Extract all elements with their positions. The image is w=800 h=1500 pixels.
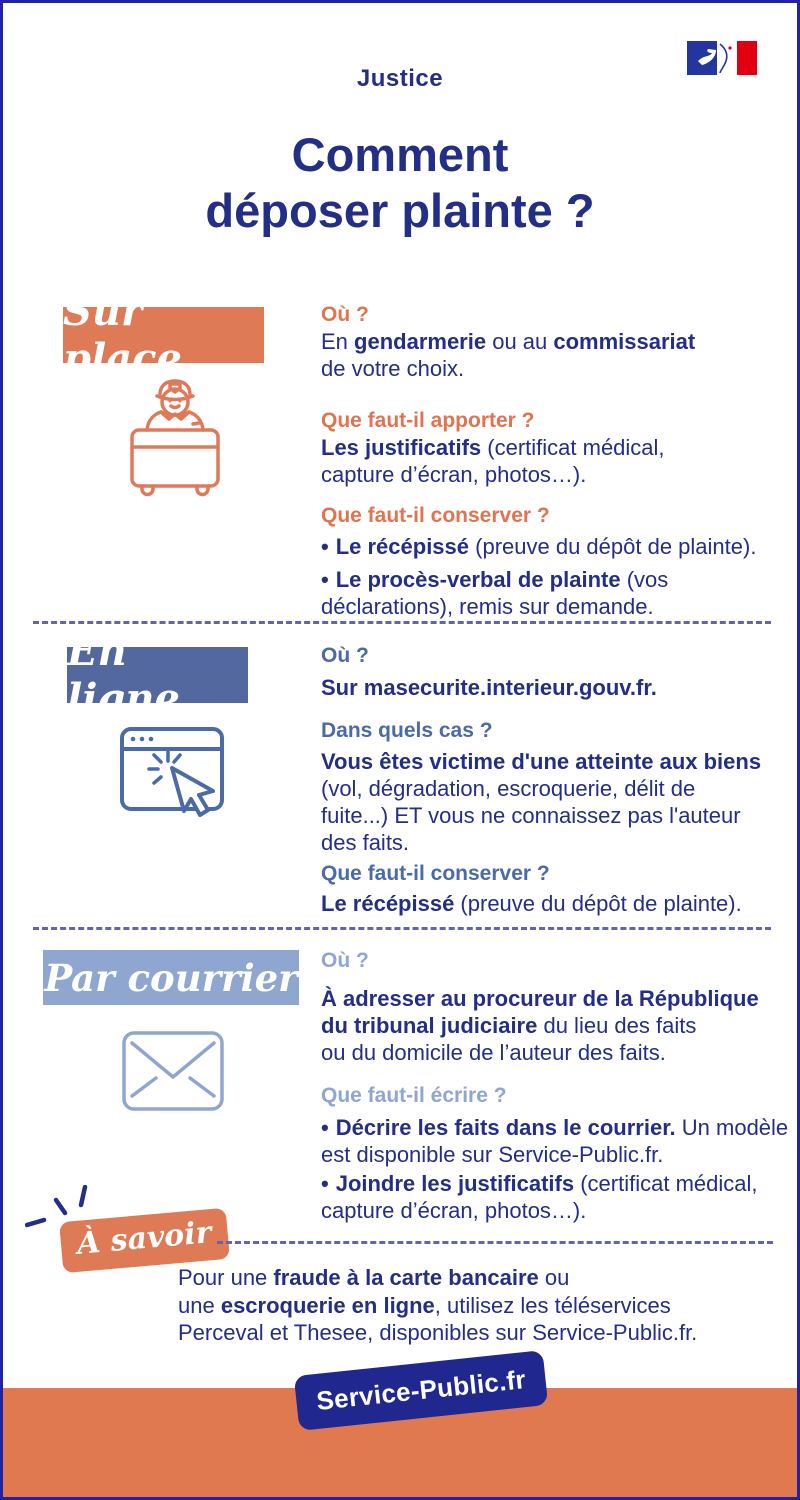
question-heading-keep-2: Que faut-il conserver ? xyxy=(321,862,550,885)
text-segment: Les justificatifs xyxy=(321,435,482,460)
text-segment: ou au xyxy=(486,329,554,354)
text-segment: commissariat xyxy=(553,329,696,354)
body-line: déclarations), remis sur demande. xyxy=(321,594,654,619)
title-line-1: Comment xyxy=(291,128,509,181)
dashed-divider-2 xyxy=(33,927,771,930)
text-segment: ou xyxy=(538,1265,570,1290)
sur-place-details xyxy=(321,302,791,620)
question-heading-keep-1: Que faut-il conserver ? xyxy=(321,504,550,527)
body-line: de votre choix. xyxy=(321,356,465,381)
text-segment: Le procès-verbal de plainte xyxy=(335,567,621,592)
text-segment: fraude à la carte bancaire xyxy=(273,1265,539,1290)
bullet-dot: • xyxy=(321,567,329,592)
sur-place-badge: Sur place xyxy=(63,307,264,363)
body-line: est disponible sur Service-Public.fr. xyxy=(321,1142,664,1167)
text-segment: Décrire les faits dans le courrier. xyxy=(335,1115,676,1140)
body-line xyxy=(321,328,791,355)
text-segment: du tribunal judiciaire xyxy=(321,1013,538,1038)
en-ligne-badge: En ligne xyxy=(67,647,248,703)
body-line xyxy=(321,1012,791,1039)
text-segment: Joindre les justificatifs xyxy=(335,1171,575,1196)
text-segment: escroquerie en ligne xyxy=(220,1292,435,1318)
bullet-dot: • xyxy=(321,534,329,559)
category-label: Justice xyxy=(356,65,444,92)
question-heading-bring: Que faut-il apporter ? xyxy=(321,409,535,432)
body-line: capture d’écran, photos…). xyxy=(321,1198,587,1223)
question-heading-write: Que faut-il écrire ? xyxy=(321,1084,507,1107)
text-segment: (preuve du dépôt de plainte). xyxy=(469,534,757,559)
bullet-item xyxy=(321,566,791,593)
a-savoir-dashed-line xyxy=(217,1241,773,1244)
bullet-dot: • xyxy=(321,1171,329,1196)
text-segment: (preuve du dépôt de plainte). xyxy=(454,891,742,916)
body-line: des faits. xyxy=(321,830,410,855)
text-segment: du lieu des faits xyxy=(537,1013,697,1038)
par-courrier-badge: Par courrier xyxy=(43,950,299,1005)
page-title xyxy=(3,127,797,239)
title-line-2: déposer plainte ? xyxy=(205,184,595,237)
question-heading-cases: Dans quels cas ? xyxy=(321,719,493,742)
body-line: À adresser au procureur de la République xyxy=(321,986,759,1011)
body-line: ou du domicile de l’auteur des faits. xyxy=(321,1040,666,1065)
text-segment: (vos xyxy=(620,567,669,592)
body-line xyxy=(321,890,791,917)
browser-click-icon xyxy=(116,723,238,823)
body-line: Perceval et Thesee, disponibles sur Service-Public.fr. xyxy=(178,1320,698,1345)
dashed-divider-1 xyxy=(33,621,771,624)
en-ligne-details xyxy=(321,643,791,917)
par-courrier-details xyxy=(321,948,791,1224)
body-line xyxy=(178,1264,697,1292)
text-segment: (certificat médical, xyxy=(481,435,665,460)
question-heading-where-1: Où ? xyxy=(321,303,369,326)
question-heading-where-2: Où ? xyxy=(321,644,369,667)
bullet-item xyxy=(321,1170,791,1197)
bullet-item xyxy=(321,1114,791,1141)
body-line: (vol, dégradation, escroquerie, délit de xyxy=(321,776,696,801)
text-segment: Un modèle xyxy=(675,1115,789,1140)
text-segment: Le récépissé xyxy=(321,891,455,916)
text-segment: Le récépissé xyxy=(335,534,470,559)
body-line: Sur masecurite.interieur.gouv.fr. xyxy=(321,675,657,700)
text-segment: , utilisez les téléservices xyxy=(434,1292,671,1318)
body-line: capture d’écran, photos…). xyxy=(321,462,587,487)
body-line: fuite...) ET vous ne connaissez pas l'auteur xyxy=(321,803,741,828)
text-segment: une xyxy=(178,1292,221,1318)
text-segment: (certificat médical, xyxy=(574,1171,758,1196)
bullet-item xyxy=(321,533,791,560)
text-segment: gendarmerie xyxy=(354,329,487,354)
body-line xyxy=(178,1292,697,1320)
envelope-icon xyxy=(120,1029,226,1113)
police-officer-desk-icon xyxy=(115,375,235,497)
text-segment: En xyxy=(321,329,355,354)
body-line xyxy=(321,434,791,461)
question-heading-where-3: Où ? xyxy=(321,949,369,972)
text-segment: Pour une xyxy=(178,1265,274,1290)
service-public-logo: Service-Public.fr xyxy=(294,1350,549,1431)
a-savoir-text xyxy=(178,1264,697,1347)
bullet-dot: • xyxy=(321,1115,329,1140)
a-savoir-badge: À savoir xyxy=(59,1208,230,1273)
body-line: Vous êtes victime d'une atteinte aux biens xyxy=(321,749,762,774)
